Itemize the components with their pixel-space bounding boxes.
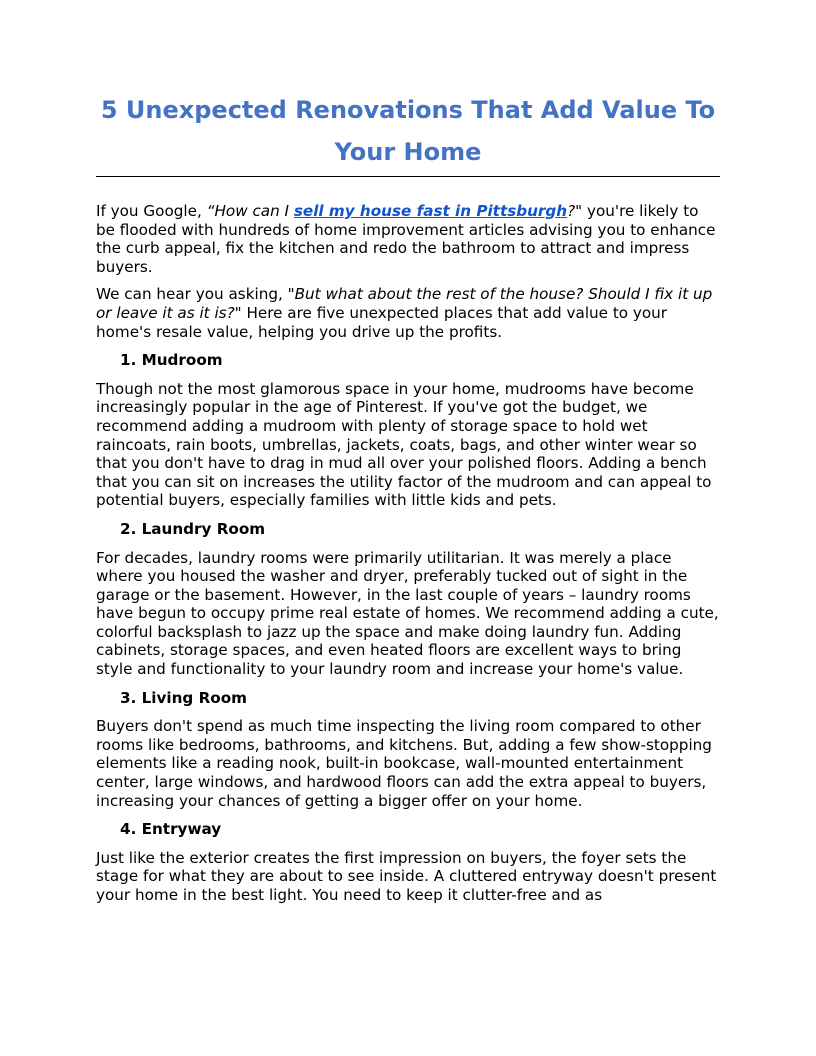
section-heading-entryway: 4. Entryway (120, 820, 222, 839)
document-title (96, 88, 720, 177)
section-heading-mudroom: 1. Mudroom (120, 351, 223, 370)
title-line-1: 5 Unexpected Renovations That Add Value To (100, 96, 716, 124)
title-line-2: Your Home (334, 138, 482, 166)
section-body-mudroom: Though not the most glamorous space in your home, mudrooms have become increasingly popular in the age of Pinterest. If you've got the budget, we recommend adding a mudroom with plenty of storage space to hold wet raincoats, rain boots, umbrellas, jackets, coats, bags, and other winter wear so that you don't have to drag in mud all over your polished floors. Adding a bench that you can sit on increases the utility factor of the mudroom and can appeal to potential buyers, especially families with little kids and pets. (96, 379, 712, 510)
section-heading-living-room: 3. Living Room (120, 688, 247, 707)
intro-paragraph-2 (96, 285, 720, 341)
document-page (96, 88, 720, 905)
intro-p2-prefix: We can hear you asking, " (96, 285, 295, 304)
intro-p1-question (207, 202, 576, 220)
intro-p1-question-start: “How can I (206, 202, 294, 220)
intro-p2-suffix: " Here are five unexpected places that add value to your home's resale value, helping you drive up the profits. (96, 303, 668, 341)
intro-p2-question: But what about the rest of the house? Should I fix it up or leave it as it is? (96, 285, 713, 322)
pittsburgh-link[interactable]: sell my house fast in Pittsburgh (293, 202, 568, 220)
section-heading-laundry-room: 2. Laundry Room (120, 519, 266, 538)
section-body-entryway: Just like the exterior creates the first impression on buyers, the foyer sets the stage for what they are about to see inside. A cluttered entryway doesn't present your home in the best light. You need to keep it clutter-free and as (96, 848, 717, 904)
intro-p1-prefix: If you Google, (96, 202, 207, 220)
intro-p1-question-end: ? (567, 202, 576, 220)
intro-p1-suffix: " you're likely to be flooded with hundreds of home improvement articles advising you to enhance the curb appeal, fix the kitchen and redo the bathroom to attract and impress buyers. (96, 202, 716, 276)
intro-paragraph-1 (96, 202, 720, 276)
section-body-laundry-room: For decades, laundry rooms were primarily utilitarian. It was merely a place where you housed the washer and dryer, preferably tucked out of sight in the garage or the basement. However, in the last couple of years – laundry rooms have begun to occupy prime real estate of homes. We recommend adding a cute, colorful backsplash to jazz up the space and make doing laundry fun. Adding cabinets, storage spaces, and even heated floors are excellent ways to bring style and functionality to your laundry room and increase your home's value. (96, 548, 719, 679)
section-body-living-room: Buyers don't spend as much time inspecting the living room compared to other rooms like bedrooms, bathrooms, and kitchens. But, adding a few show-stopping elements like a reading nook, built-in bookcase, wall-mounted entertainment center, large windows, and hardwood floors can add the extra appeal to buyers, increasing your chances of getting a bigger offer on your home. (96, 717, 712, 810)
